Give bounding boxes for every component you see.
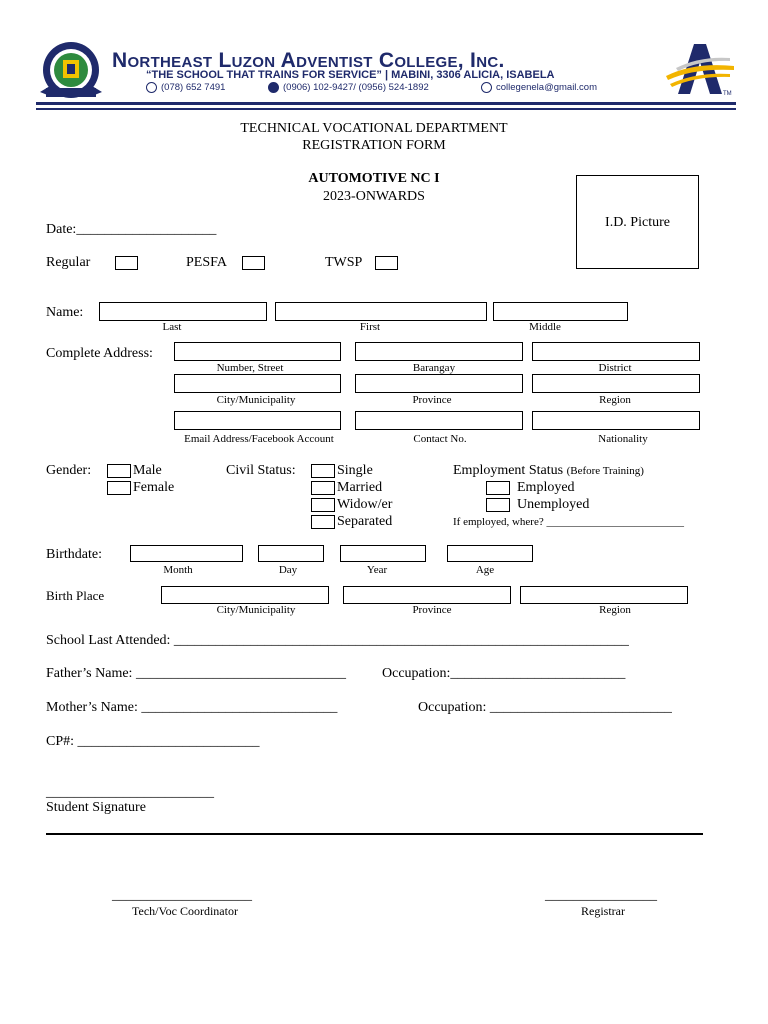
birthplace-city-caption: City/Municipality xyxy=(216,604,296,616)
pesfa-checkbox[interactable] xyxy=(242,256,265,270)
mother-occupation-field[interactable]: Occupation: __________________________ xyxy=(418,700,672,715)
date-field[interactable]: Date:____________________ xyxy=(46,222,217,237)
day-caption: Day xyxy=(278,564,298,576)
widow-label: Widow/er xyxy=(337,497,393,512)
province-caption: Province xyxy=(412,394,452,406)
last-name-caption: Last xyxy=(162,321,182,333)
contact-input[interactable] xyxy=(355,411,523,430)
female-label: Female xyxy=(133,480,175,495)
middle-name-caption: Middle xyxy=(529,321,561,333)
female-checkbox[interactable] xyxy=(107,481,131,495)
address-label: Complete Address: xyxy=(46,346,153,361)
email-caption: Email Address/Facebook Account xyxy=(184,433,334,445)
employed-checkbox[interactable] xyxy=(486,481,510,495)
birth-year-input[interactable] xyxy=(340,545,426,562)
nationality-caption: Nationality xyxy=(598,433,648,445)
coordinator-signature-line[interactable]: ____________________ xyxy=(112,888,252,903)
email-contact xyxy=(481,82,597,93)
birth-day-input[interactable] xyxy=(258,545,324,562)
separated-checkbox[interactable] xyxy=(311,515,335,529)
unemployed-label: Unemployed xyxy=(517,497,590,512)
mobile-icon xyxy=(268,82,279,93)
college-motto: “THE SCHOOL THAT TRAINS FOR SERVICE” | MABINI, 3306 ALICIA, ISABELA xyxy=(146,69,555,81)
school-last-attended-field[interactable]: School Last Attended: _________________________________________________________________ xyxy=(46,633,629,648)
region-input[interactable] xyxy=(532,374,700,393)
barangay-input[interactable] xyxy=(355,342,523,361)
region-caption: Region xyxy=(599,394,631,406)
married-label: Married xyxy=(337,480,383,495)
single-label: Single xyxy=(337,463,373,478)
married-checkbox[interactable] xyxy=(311,481,335,495)
phone-icon xyxy=(146,82,157,93)
email-contact-text: collegenela@gmail.com xyxy=(496,82,597,93)
id-picture-label: I.D. Picture xyxy=(605,215,670,230)
regular-checkbox[interactable] xyxy=(115,256,138,270)
employment-status-label xyxy=(453,463,644,479)
city-caption: City/Municipality xyxy=(216,394,296,406)
college-name: Northeast Luzon Adventist College, Inc. xyxy=(112,49,505,72)
widow-checkbox[interactable] xyxy=(311,498,335,512)
birthplace-province-caption: Province xyxy=(412,604,452,616)
email-icon xyxy=(481,82,492,93)
district-caption: District xyxy=(598,362,632,374)
first-name-input[interactable] xyxy=(275,302,487,321)
college-seal-logo xyxy=(36,40,106,102)
father-name-field[interactable]: Father’s Name: ______________________________ xyxy=(46,666,346,681)
city-input[interactable] xyxy=(174,374,341,393)
course-title: AUTOMOTIVE NC I xyxy=(308,171,440,186)
district-input[interactable] xyxy=(532,342,700,361)
birthplace-province-input[interactable] xyxy=(343,586,511,604)
unemployed-checkbox[interactable] xyxy=(486,498,510,512)
birthplace-city-input[interactable] xyxy=(161,586,329,604)
birthplace-region-caption: Region xyxy=(599,604,631,616)
age-caption: Age xyxy=(475,564,495,576)
form-title: REGISTRATION FORM xyxy=(302,138,446,153)
twsp-checkbox[interactable] xyxy=(375,256,398,270)
father-occupation-field[interactable]: Occupation:_________________________ xyxy=(382,666,626,681)
contact-caption: Contact No. xyxy=(413,433,467,445)
first-name-caption: First xyxy=(359,321,381,333)
barangay-caption: Barangay xyxy=(412,362,456,374)
coordinator-label: Tech/Voc Coordinator xyxy=(132,904,238,918)
street-caption: Number, Street xyxy=(216,362,284,374)
age-input[interactable] xyxy=(447,545,533,562)
registrar-signature-line[interactable]: ________________ xyxy=(545,888,657,903)
single-checkbox[interactable] xyxy=(311,464,335,478)
header-rule-top xyxy=(36,102,736,105)
mother-name-field[interactable]: Mother’s Name: ____________________________ xyxy=(46,700,338,715)
name-label: Name: xyxy=(46,305,84,320)
employed-label: Employed xyxy=(517,480,575,495)
month-caption: Month xyxy=(163,564,193,576)
birthplace-label: Birth Place xyxy=(46,588,105,603)
street-input[interactable] xyxy=(174,342,341,361)
registrar-label: Registrar xyxy=(581,904,625,918)
employment-status-text: Employment Status xyxy=(453,463,564,478)
birth-month-input[interactable] xyxy=(130,545,243,562)
pesfa-label: PESFA xyxy=(186,255,227,270)
male-label: Male xyxy=(133,463,162,478)
birthplace-region-input[interactable] xyxy=(520,586,688,604)
id-picture-box[interactable] xyxy=(576,175,699,269)
separated-label: Separated xyxy=(337,514,393,529)
section-divider xyxy=(46,833,703,835)
male-checkbox[interactable] xyxy=(107,464,131,478)
department-title: TECHNICAL VOCATIONAL DEPARTMENT xyxy=(240,121,508,136)
student-signature-line[interactable]: ________________________ xyxy=(46,785,214,800)
phone-mobile-text: (0906) 102-9427/ (0956) 524-1892 xyxy=(283,82,429,93)
email-input[interactable] xyxy=(174,411,341,430)
twsp-label: TWSP xyxy=(325,255,363,270)
cp-number-field[interactable]: CP#: __________________________ xyxy=(46,734,260,749)
student-signature-label: Student Signature xyxy=(46,800,146,815)
phone-landline-text: (078) 652 7491 xyxy=(161,82,226,93)
year-caption: Year xyxy=(366,564,388,576)
if-employed-field[interactable]: If employed, where? _________________________ xyxy=(453,516,684,528)
birthdate-label: Birthdate: xyxy=(46,547,102,562)
last-name-input[interactable] xyxy=(99,302,267,321)
trademark-mark: TM xyxy=(723,91,732,97)
employment-status-note: (Before Training) xyxy=(566,465,644,477)
header-rule-bottom xyxy=(36,108,736,110)
course-year: 2023-ONWARDS xyxy=(323,189,425,204)
regular-label: Regular xyxy=(46,255,91,270)
nationality-input[interactable] xyxy=(532,411,700,430)
phone-landline xyxy=(146,82,225,93)
middle-name-input[interactable] xyxy=(493,302,628,321)
phone-mobile xyxy=(268,82,429,93)
province-input[interactable] xyxy=(355,374,523,393)
gender-label: Gender: xyxy=(46,463,92,478)
civil-status-label: Civil Status: xyxy=(226,463,296,478)
